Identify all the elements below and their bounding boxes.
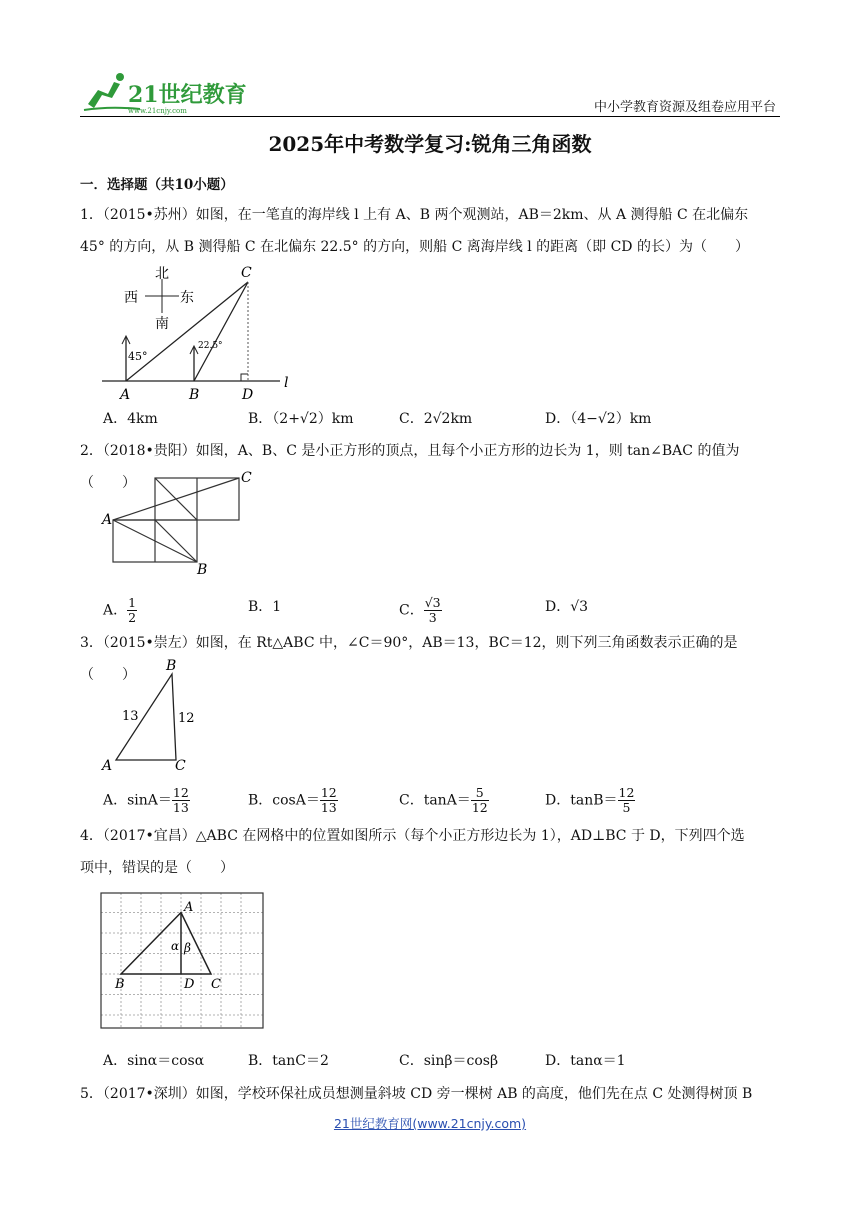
- figure-2: [100, 470, 260, 578]
- south-label: 南: [155, 316, 169, 332]
- footer: [0, 1114, 860, 1132]
- question-4: [80, 820, 780, 884]
- point-c: C: [211, 977, 221, 992]
- point-a: A: [102, 758, 113, 774]
- question-5: [80, 1078, 780, 1110]
- question-3-options: [103, 778, 783, 814]
- point-d: D: [184, 977, 195, 992]
- point-b: B: [189, 387, 200, 402]
- option-b[interactable]: B．1: [248, 599, 282, 615]
- platform-name: 中小学教育资源及组卷应用平台: [593, 100, 776, 115]
- option-d[interactable]: D．tanB＝ $\frac{12}{5}$: [545, 785, 635, 815]
- option-a[interactable]: A．4km: [103, 411, 158, 427]
- question-4-line-1: 4．（2017•宜昌）△ABC 在网格中的位置如图所示（每个小正方形边长为 1），AD⊥BC 于 D，下列四个选: [80, 828, 745, 844]
- question-1-line-2: 45° 的方向，从 B 测得船 C 在北偏东 22.5° 的方向，则船 C 离海岸线 l 的距离（即 CD 的长）为（ ）: [80, 239, 749, 255]
- point-a: A: [120, 387, 131, 402]
- question-3-line-1: 3．（2015•崇左）如图，在 Rt△ABC 中，∠C＝90°，AB＝13，BC＝12，则下列三角函数表示正确的是（ ）: [80, 635, 738, 683]
- side-ab-label: 13: [122, 709, 139, 724]
- option-c[interactable]: C．tanA＝ $\frac{5}{12}$: [399, 785, 488, 815]
- option-b[interactable]: B．tanC＝2: [248, 1053, 329, 1069]
- question-1: [80, 199, 780, 263]
- question-5-line-1: 5．（2017•深圳）如图，学校环保社成员想测量斜坡 CD 旁一棵树 AB 的高度，他们先在点 C 处测得树顶 B: [80, 1086, 753, 1102]
- point-c: C: [175, 758, 186, 774]
- angle-alpha: α: [171, 939, 180, 953]
- option-a[interactable]: A．sinA＝ $\frac{12}{13}$: [103, 785, 189, 815]
- option-d[interactable]: D．（4−√2）km: [545, 411, 652, 427]
- question-1-line-1: 1．（2015•苏州）如图，在一笔直的海岸线 l 上有 A、B 两个观测站，AB＝2km、从 A 测得船 C 在北偏东: [80, 207, 749, 223]
- logo: [80, 68, 260, 118]
- option-d[interactable]: D．tanα＝1: [545, 1053, 626, 1069]
- point-b: B: [197, 562, 208, 578]
- west-label: 西: [124, 290, 138, 306]
- point-a: A: [102, 512, 113, 528]
- footer-link[interactable]: 21世纪教育网(www.21cnjy.com): [333, 1116, 527, 1131]
- question-2-options: [103, 588, 783, 624]
- line-l: l: [284, 375, 289, 391]
- logo-text: 21世纪教育: [128, 82, 247, 108]
- option-b[interactable]: B．（2+√2）km: [248, 411, 354, 427]
- option-a[interactable]: A． $\frac{1}{2}$: [103, 595, 137, 625]
- angle-beta: β: [184, 941, 191, 955]
- logo-url: www.21cnjy.com: [128, 107, 187, 115]
- angle-22-5-label: 22.5°: [198, 341, 223, 351]
- option-b[interactable]: B．cosA＝ $\frac{12}{13}$: [248, 785, 337, 815]
- angle-45-label: 45°: [128, 350, 148, 363]
- question-4-line-2: 项中，错误的是（ ）: [80, 860, 234, 876]
- section-heading: 一．选择题（共10小题）: [80, 177, 234, 193]
- point-c: C: [241, 470, 252, 486]
- figure-1: [100, 262, 295, 402]
- point-c: C: [241, 265, 252, 281]
- point-b: B: [166, 658, 177, 674]
- option-a[interactable]: A．sinα＝cosα: [103, 1053, 205, 1069]
- figure-3: [100, 656, 200, 774]
- option-c[interactable]: C．2√2km: [399, 411, 473, 427]
- side-bc-label: 12: [178, 711, 195, 726]
- north-label: 北: [155, 266, 169, 282]
- east-label: 东: [180, 290, 194, 306]
- option-c[interactable]: C． $\frac{√3}{3}$: [399, 595, 441, 625]
- header-divider: [80, 116, 780, 117]
- point-b: B: [115, 977, 125, 992]
- figure-4: [100, 892, 266, 1030]
- question-2-line-1: 2．（2018•贵阳）如图，A、B、C 是小正方形的顶点，且每个小正方形的边长为 1，则 tan∠BAC 的值为（ ）: [80, 443, 740, 491]
- point-d: D: [242, 387, 254, 402]
- point-a: A: [184, 900, 194, 915]
- page-title: 2025年中考数学复习:锐角三角函数: [268, 132, 592, 156]
- option-d[interactable]: D．√3: [545, 599, 589, 615]
- option-c[interactable]: C．sinβ＝cosβ: [399, 1053, 499, 1069]
